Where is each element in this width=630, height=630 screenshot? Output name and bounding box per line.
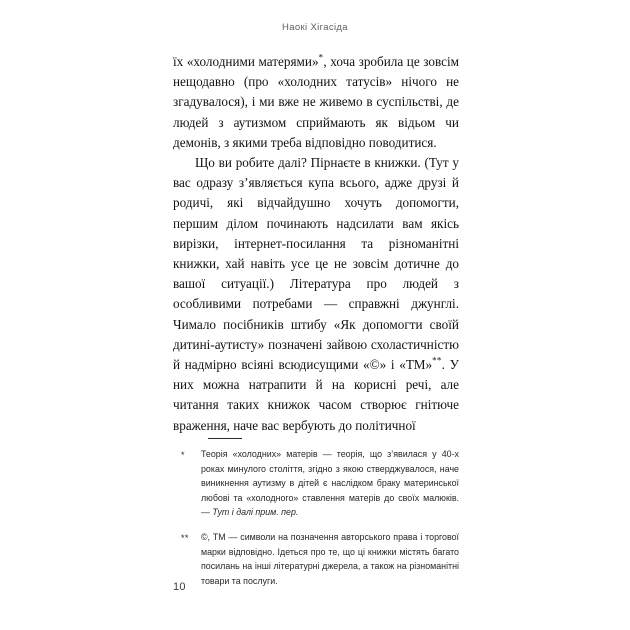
footnote-item <box>173 447 459 520</box>
body-text-block <box>173 52 459 436</box>
body-paragraph <box>173 153 459 436</box>
page-number: 10 <box>173 581 186 593</box>
running-header: Наокі Хігасіда <box>282 22 348 33</box>
footnote-marker: ** <box>181 532 189 543</box>
paragraph-text-end: , хоча зробила це зовсім нещодавно (про «холодних татусів» нічого не згадувалося), і ми вже не живемо в суспільстві, де людей з аутизмом сприймають як відьом чи демонів, з якими треба відповідно поводитися. <box>173 54 459 150</box>
paragraph-text-start: їх «холодними матерями» <box>173 54 319 69</box>
footnote-reference-1[interactable]: * <box>318 52 324 63</box>
footnote-area <box>173 438 459 588</box>
footnote-separator-rule <box>208 438 242 439</box>
footnote-text: Теорія «холодних» матерів — теорія, що з’явилася у 40-х роках минулого століття, згідно з якою стверджувалося, наче виникнення аутизму в дітей є наслідком браку материнської любові та «холодного» ставлення матерів до своїх малюків. — <box>201 449 459 518</box>
footnote-reference-2[interactable]: ** <box>432 355 442 366</box>
body-paragraph <box>173 52 459 153</box>
footnote-marker: * <box>181 450 185 460</box>
paragraph-text-end: . У них можна натрапити й на корисні речі, але читання таких книжок часом створює гнітюче враження, наче вас вербують до політичної <box>173 357 459 433</box>
paragraph-text-start: Що ви робите далі? Пірнаєте в книжки. (Тут у вас одразу з’являється купа всього, адже друзі й родичі, які відчайдушно хочуть допомогти, першим ділом починають надсилати вам якісь вирізки, інтернет-посилання та різноманітні книжки, хай навіть усе це не зовсім дотичне до вашої ситуації.) Література про людей з особливими потребами — справжні джунглі. Чимало посібників штибу «Як допомогти своїй дитині-аутисту» позначені зайвою схоластичністю й надмірно всіяні всюдисущими «©» і «ТМ» <box>173 155 459 373</box>
footnote-text: ©, ТМ — символи на позначення авторського права і торгової марки відповідно. Ідеться про те, що ці книжки містять багато посилань на інші літературні джерела, а також на різноманітні товари та послуги. <box>201 531 459 586</box>
footnote-item <box>173 530 459 588</box>
footnote-attribution: Тут і далі прим. пер. <box>212 507 299 518</box>
